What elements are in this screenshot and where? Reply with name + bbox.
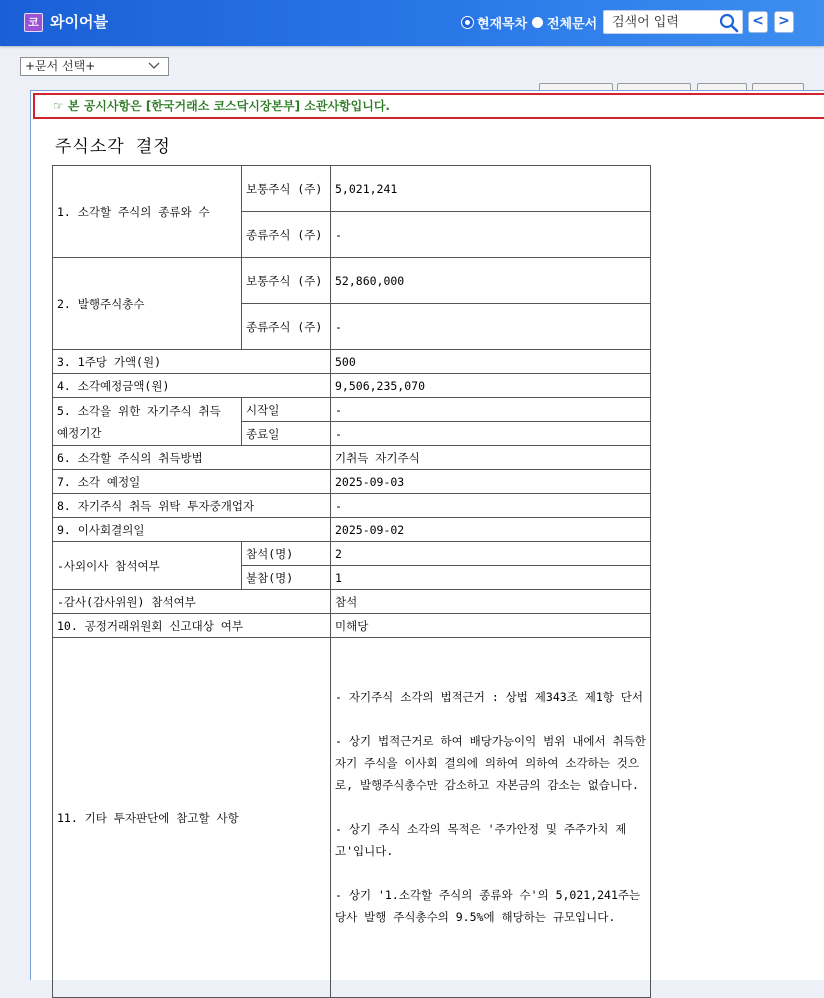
radio-unchecked-icon[interactable]: [532, 17, 543, 28]
app-header: [0, 0, 824, 46]
row-value: 2: [331, 542, 651, 566]
note-paragraph: - 자기주식 소각의 법적근거 : 상법 제343조 제1항 단서: [335, 689, 643, 704]
table-row: [53, 374, 651, 398]
notice-banner: ☞ 본 공시사항은 [한국거래소 코스닥시장본부] 소관사항입니다.: [33, 93, 824, 119]
row-value: 1: [331, 566, 651, 590]
row-sub-label: 참석(명): [242, 542, 331, 566]
radio-checked-icon[interactable]: [462, 17, 473, 28]
app-logo-icon: 코: [24, 13, 43, 32]
table-row: [53, 518, 651, 542]
row-label: 9. 이사회결의일: [53, 518, 331, 542]
row-sub-label: 보통주식 (주): [242, 166, 331, 212]
document-select-value: +문서 선택+: [25, 59, 96, 73]
row-label: 4. 소각예정금액(원): [53, 374, 331, 398]
row-label: 8. 자기주식 취득 위탁 투자중개업자: [53, 494, 331, 518]
radio-current-label: 현재목차: [477, 17, 528, 32]
row-label: 3. 1주당 가액(원): [53, 350, 331, 374]
document-viewer: [30, 90, 824, 980]
app-title: 와이어블: [50, 13, 108, 31]
row-value: 미해당: [331, 614, 651, 638]
row-sub-label: 종류주식 (주): [242, 304, 331, 350]
row-label: -사외이사 참석여부: [53, 542, 242, 590]
row-label: 5. 소각을 위한 자기주식 취득 예정기간: [53, 398, 242, 446]
next-button[interactable]: >: [774, 11, 794, 33]
note-paragraph: - 상기 주식 소각의 목적은 '주가안정 및 주주가치 제고'입니다.: [335, 821, 627, 858]
row-value: 기취득 자기주식: [331, 446, 651, 470]
row-value: -: [331, 212, 651, 258]
table-row: [53, 494, 651, 518]
table-row: [53, 638, 651, 998]
radio-current-toc[interactable]: [462, 13, 527, 32]
prev-button[interactable]: <: [748, 11, 768, 33]
row-value: [331, 638, 651, 998]
radio-all-label: 전체문서: [547, 17, 598, 32]
chevron-down-icon: [148, 61, 160, 71]
row-label: 2. 발행주식총수: [53, 258, 242, 350]
row-value: -: [331, 304, 651, 350]
row-label: 11. 기타 투자판단에 참고할 사항: [53, 638, 331, 998]
table-row: [53, 470, 651, 494]
row-value: -: [331, 422, 651, 446]
table-row: [53, 614, 651, 638]
table-row: [53, 590, 651, 614]
table-row: [53, 166, 651, 212]
row-sub-label: 보통주식 (주): [242, 258, 331, 304]
row-value: 52,860,000: [331, 258, 651, 304]
row-value: -: [331, 398, 651, 422]
row-value: 500: [331, 350, 651, 374]
row-value: 2025-09-02: [331, 518, 651, 542]
row-value: 참석: [331, 590, 651, 614]
search-icon[interactable]: [719, 13, 739, 33]
table-row: [53, 542, 651, 566]
table-row: [53, 446, 651, 470]
document-title: 주식소각 결정: [55, 137, 171, 157]
search-input[interactable]: [604, 11, 722, 33]
row-label: 1. 소각할 주식의 종류와 수: [53, 166, 242, 258]
row-value: -: [331, 494, 651, 518]
row-label: -감사(감사위원) 참석여부: [53, 590, 331, 614]
search-box: [603, 10, 743, 34]
document-select[interactable]: [20, 57, 169, 76]
row-label: 6. 소각할 주식의 취득방법: [53, 446, 331, 470]
row-sub-label: 종료일: [242, 422, 331, 446]
radio-all-docs[interactable]: [532, 13, 597, 32]
row-sub-label: 종류주식 (주): [242, 212, 331, 258]
row-sub-label: 불참(명): [242, 566, 331, 590]
table-row: [53, 258, 651, 304]
row-value: 9,506,235,070: [331, 374, 651, 398]
note-paragraph: - 상기 '1.소각할 주식의 종류와 수'의 5,021,241주는 당사 발행 주식총수의 9.5%에 해당하는 규모입니다.: [335, 887, 641, 924]
row-sub-label: 시작일: [242, 398, 331, 422]
row-value: 2025-09-03: [331, 470, 651, 494]
row-value: 5,021,241: [331, 166, 651, 212]
note-paragraph: - 상기 법적근거로 하여 배당가능이익 범위 내에서 취득한 자기 주식을 이사회 결의에 의하여 의하여 소각하는 것으로, 발행주식총수만 감소하고 자본금의 감소는 없습니다.: [335, 733, 646, 792]
report-table: [52, 165, 651, 998]
row-label: 7. 소각 예정일: [53, 470, 331, 494]
row-label: 10. 공정거래위원회 신고대상 여부: [53, 614, 331, 638]
table-row: [53, 350, 651, 374]
table-row: [53, 398, 651, 422]
